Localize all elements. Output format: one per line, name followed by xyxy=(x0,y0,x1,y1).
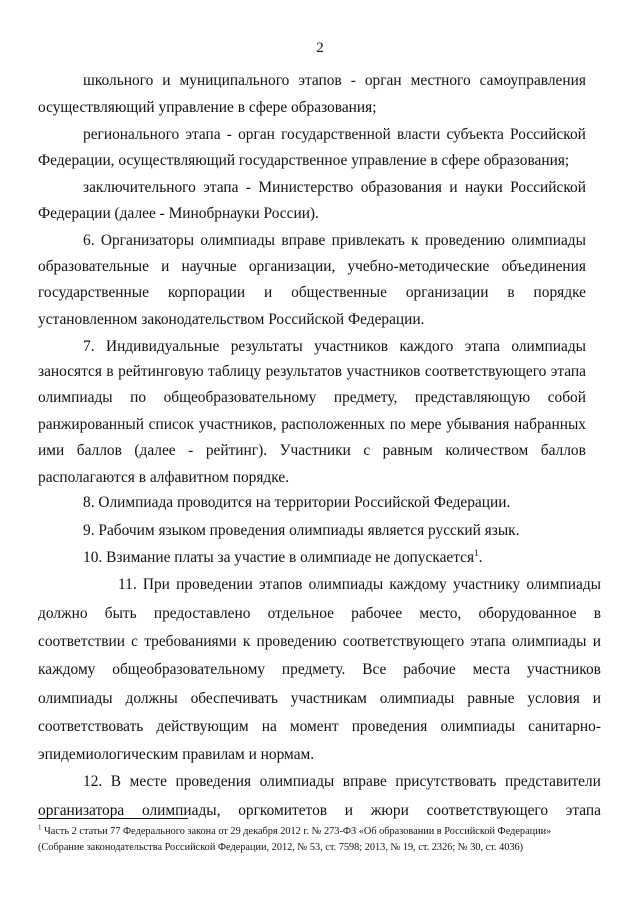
word: ими xyxy=(38,442,65,459)
text-line xyxy=(83,73,586,88)
word: этапа xyxy=(203,179,239,196)
word: При xyxy=(142,576,170,593)
word: к xyxy=(411,232,419,249)
text-line xyxy=(83,495,510,510)
line-text: осуществляющий управление в сфере образования; xyxy=(38,99,377,116)
word: предмету, xyxy=(333,389,398,406)
text-line xyxy=(83,180,586,195)
text-line xyxy=(38,285,586,300)
word: олимпиады xyxy=(379,690,455,707)
word: олимпиады xyxy=(511,338,586,355)
word: участников, xyxy=(198,416,277,433)
line-end: . xyxy=(478,549,483,566)
word: проведению xyxy=(424,232,506,249)
word: и xyxy=(592,633,601,650)
word: организации, xyxy=(248,258,336,275)
word: (далее xyxy=(134,442,176,459)
word: привлекать xyxy=(331,232,405,249)
text-line xyxy=(83,127,586,142)
word: места xyxy=(472,661,511,678)
word: рабочие xyxy=(403,661,456,678)
word: каждого xyxy=(399,338,454,355)
word: таблицу xyxy=(208,363,262,380)
word: участников xyxy=(346,363,421,380)
word: общеобразовательному xyxy=(163,389,317,406)
word: этапа xyxy=(565,802,601,819)
word: расположенных xyxy=(281,416,386,433)
word: Министерство xyxy=(258,179,354,196)
text-line xyxy=(38,390,586,405)
word: результаты xyxy=(230,338,303,355)
word: орган xyxy=(364,72,402,89)
word: олимпиады, xyxy=(142,802,221,819)
word: Все xyxy=(362,661,387,678)
line-text: 10. Взимание платы за участие в олимпиаде не допускается xyxy=(83,549,475,566)
word: проведении xyxy=(176,576,253,593)
line-text: Федерации (далее - Минобрнауки России). xyxy=(38,205,319,222)
word: должны xyxy=(125,690,178,707)
word: объединения xyxy=(501,258,586,275)
word: оргкомитетов xyxy=(238,802,328,819)
word: власти xyxy=(396,126,441,143)
word: оборудованное xyxy=(478,605,577,622)
word: 6. xyxy=(83,232,95,249)
word: проведения xyxy=(351,718,428,735)
word: заносятся xyxy=(38,363,102,380)
line-text: установленном законодательством Российской Федерации. xyxy=(38,311,425,328)
word: олимпиады xyxy=(200,232,275,249)
word: участников xyxy=(526,661,601,678)
text-line xyxy=(38,259,586,274)
text-line xyxy=(38,443,586,458)
word: ранжированный xyxy=(38,416,144,433)
word: и xyxy=(162,72,171,89)
word: количеством xyxy=(445,442,529,459)
text-line xyxy=(38,719,601,734)
word: организации xyxy=(405,284,489,301)
footnote-mark: 1 xyxy=(38,823,42,832)
word: местного xyxy=(410,72,471,89)
word: с xyxy=(363,442,371,459)
word: рейтинг). xyxy=(205,442,268,459)
word: 12. xyxy=(83,773,103,790)
text-line xyxy=(38,691,601,706)
word: собой xyxy=(547,389,586,406)
word: соответствующего xyxy=(426,802,549,819)
word: и xyxy=(449,179,458,196)
word: участнику xyxy=(452,576,521,593)
word: и xyxy=(592,690,601,707)
word: общественные xyxy=(291,284,387,301)
word: образовательные xyxy=(38,258,149,275)
word: олимпиады xyxy=(308,576,384,593)
word: и xyxy=(263,284,273,301)
word: баллов xyxy=(76,442,122,459)
word: Организаторы xyxy=(100,232,195,249)
word: олимпиады xyxy=(259,773,335,790)
word: государственные xyxy=(38,284,149,301)
word: рейтинговую xyxy=(118,363,204,380)
word: олимпиады xyxy=(511,633,587,650)
word: общеобразовательному xyxy=(112,661,266,678)
word: самоуправления xyxy=(479,72,586,89)
word: порядке xyxy=(533,284,586,301)
word: учебно-методические xyxy=(347,258,490,275)
word: мере xyxy=(410,416,442,433)
word: проведению xyxy=(256,633,337,650)
word: государственной xyxy=(281,126,391,143)
page-number: 2 xyxy=(316,40,324,56)
word: субъекта xyxy=(446,126,504,143)
word: научные xyxy=(181,258,237,275)
word: муниципального xyxy=(179,72,290,89)
word: и xyxy=(161,258,170,275)
word: требованиями xyxy=(144,633,237,650)
word: - xyxy=(350,72,356,89)
word: 11. xyxy=(118,576,137,593)
text-line xyxy=(38,634,601,649)
line-text: 9. Рабочим языком проведения олимпиады является русский язык. xyxy=(83,522,520,539)
word: олимпиады xyxy=(38,690,113,707)
word: - xyxy=(245,179,251,196)
word: отдельное xyxy=(267,605,334,622)
text-line xyxy=(38,662,601,677)
word: этапа xyxy=(470,633,506,650)
text-line xyxy=(38,153,569,168)
word: жюри xyxy=(370,802,409,819)
word: условия xyxy=(527,690,580,707)
word: - xyxy=(188,442,194,459)
word: список xyxy=(148,416,194,433)
word: действующим xyxy=(156,718,249,735)
word: место, xyxy=(419,605,462,622)
word: орган xyxy=(238,126,275,143)
word: по xyxy=(130,389,147,406)
word: этапов xyxy=(259,576,303,593)
text-line xyxy=(38,470,289,485)
word: соответствовать xyxy=(38,718,144,735)
line-text: 8. Олимпиада проводится на территории Российской Федерации. xyxy=(83,494,511,511)
word: к xyxy=(242,633,251,650)
line-text: Федерации, осуществляющий государственное управление в сфере образования; xyxy=(38,152,570,169)
word: заключительного xyxy=(83,179,196,196)
word: набранных xyxy=(514,416,586,433)
word: участников xyxy=(314,338,389,355)
word: убывания xyxy=(446,416,510,433)
word: в xyxy=(593,605,601,622)
text-line xyxy=(38,417,586,432)
footnote-text-1: Часть 2 статьи 77 Федерального закона от 29 декабря 2012 г. № 273-ФЗ «Об образовании в Российской Федерации» xyxy=(41,826,552,837)
word: организатора xyxy=(38,802,125,819)
text-line xyxy=(38,100,376,115)
word: в xyxy=(507,284,515,301)
text-line xyxy=(83,523,520,538)
word: олимпиады xyxy=(526,576,601,593)
word: результатов xyxy=(265,363,343,380)
word: санитарно- xyxy=(528,718,601,735)
line-text: эпидемиологическим правилам и нормам. xyxy=(38,746,315,763)
word: регионального xyxy=(83,126,180,143)
text-line xyxy=(38,606,601,621)
word: равные xyxy=(467,690,515,707)
word: олимпиады xyxy=(440,718,516,735)
word: рабочее xyxy=(351,605,403,622)
word: равным xyxy=(382,442,433,459)
word: на xyxy=(261,718,277,735)
word: проведения xyxy=(175,773,252,790)
word: соответствии xyxy=(38,633,125,650)
word: должно xyxy=(38,605,88,622)
word: предмету. xyxy=(281,661,346,678)
word: олимпиады xyxy=(511,232,586,249)
word: участникам xyxy=(290,690,367,707)
word: соответствующего xyxy=(342,633,465,650)
footnote-line-2: (Собрание законодательства Российской Федерации, 2012, № 53, ст. 7598; 2013, № 19, ст. 2326; № 30, ст. 4036) xyxy=(38,842,524,853)
footnote-separator xyxy=(38,818,188,819)
footnote-reference: 1 xyxy=(474,547,479,558)
word: В xyxy=(110,773,122,790)
text-line xyxy=(38,803,601,818)
line-text: располагаются в алфавитном порядке. xyxy=(38,469,290,486)
word: момент xyxy=(289,718,339,735)
text-line xyxy=(38,364,586,379)
word: Индивидуальные xyxy=(105,338,220,355)
word: месте xyxy=(129,773,167,790)
word: этапов xyxy=(298,72,342,89)
word: школьного xyxy=(83,72,154,89)
word: каждому xyxy=(38,661,96,678)
word: Российской xyxy=(510,179,586,196)
text-line xyxy=(83,339,586,354)
word: науки xyxy=(465,179,503,196)
word: вправе xyxy=(342,773,387,790)
word: по xyxy=(389,416,406,433)
word: образования xyxy=(360,179,442,196)
word: соответствующего xyxy=(424,363,547,380)
text-line xyxy=(38,312,425,327)
text-line xyxy=(38,747,314,762)
word: и xyxy=(344,802,354,819)
word: баллов xyxy=(540,442,586,459)
word: в xyxy=(106,363,114,380)
word: предоставлено xyxy=(153,605,251,622)
word: с xyxy=(131,633,139,650)
word: этапа xyxy=(464,338,500,355)
word: быть xyxy=(104,605,137,622)
word: - xyxy=(226,126,232,143)
word: каждому xyxy=(389,576,447,593)
word: этапа xyxy=(550,363,586,380)
text-line xyxy=(83,547,483,566)
word: обеспечивать xyxy=(190,690,278,707)
text-line xyxy=(83,233,586,248)
word: олимпиады xyxy=(38,389,113,406)
word: представители xyxy=(504,773,601,790)
text-line xyxy=(118,577,601,592)
text-line xyxy=(83,774,601,789)
word: вправе xyxy=(281,232,326,249)
word: Участники xyxy=(279,442,351,459)
text-line xyxy=(38,206,319,221)
word: Российской xyxy=(510,126,586,143)
word: 7. xyxy=(83,338,95,355)
word: этапа xyxy=(185,126,221,143)
footnote-line-1 xyxy=(38,823,552,837)
word: корпорации xyxy=(167,284,246,301)
word: представляющую xyxy=(414,389,531,406)
word: присутствовать xyxy=(395,773,497,790)
